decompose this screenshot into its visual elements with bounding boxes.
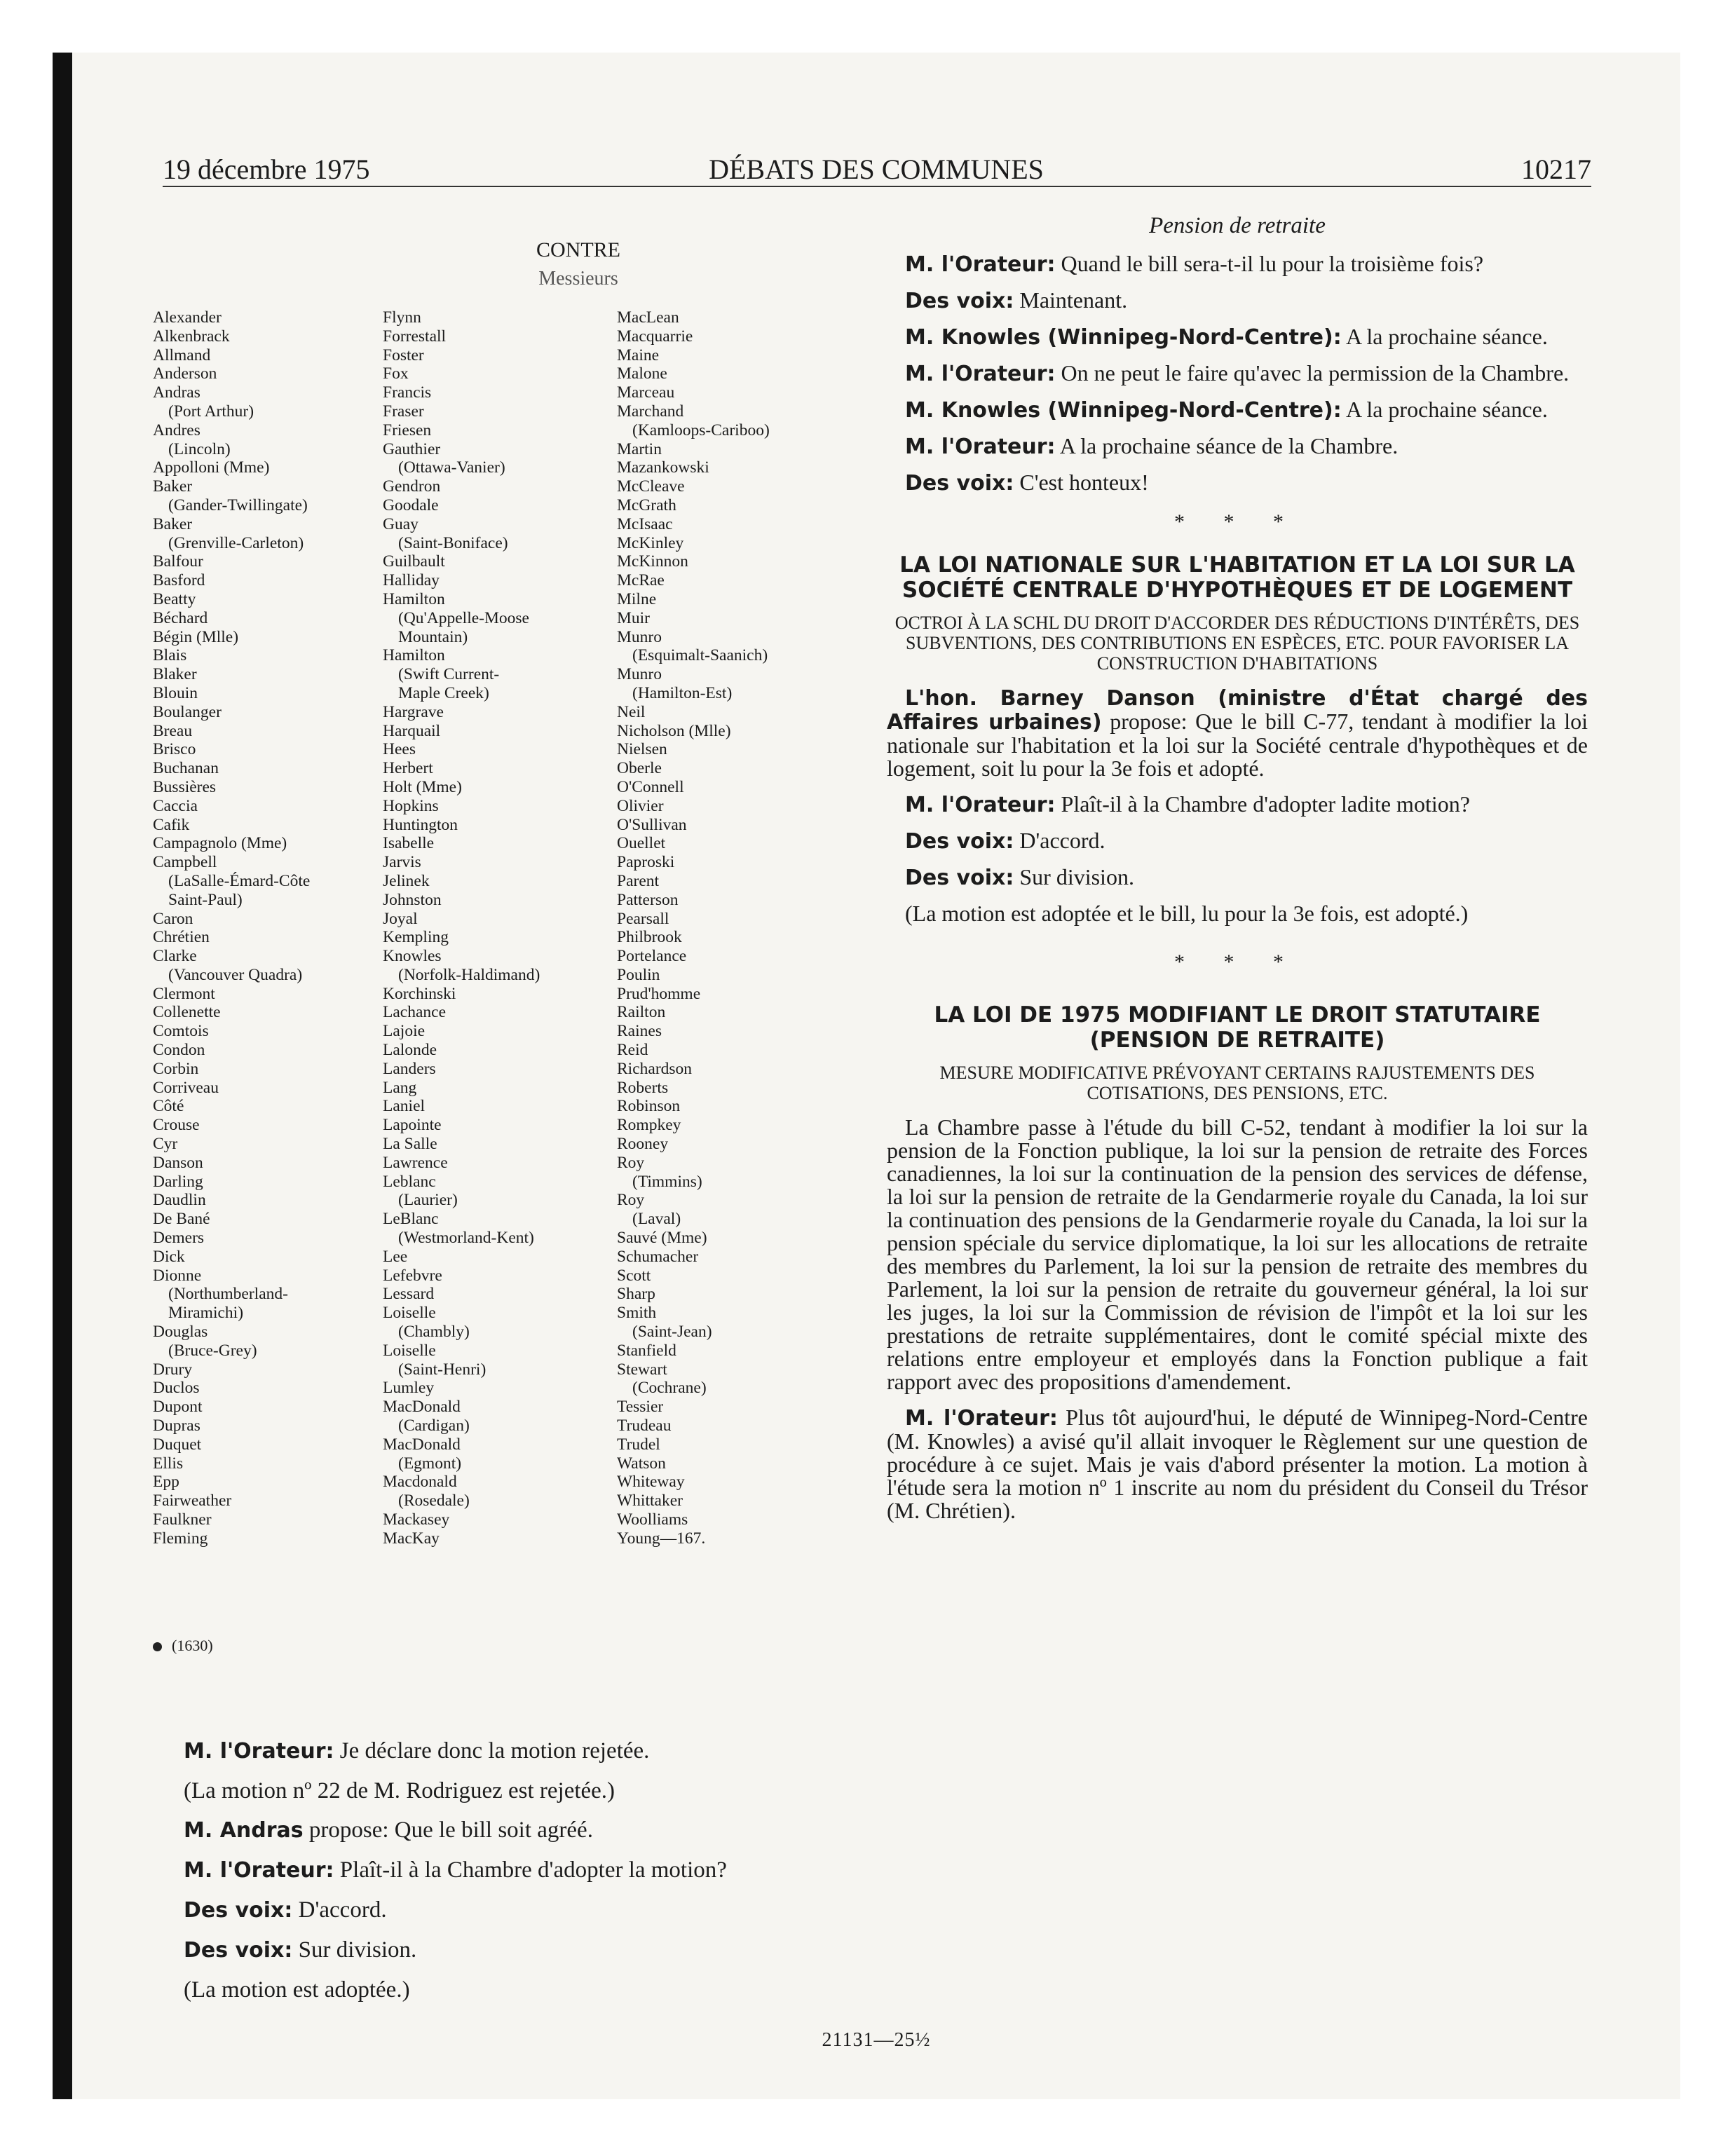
- paragraph: [184, 1816, 871, 1845]
- member-name: Friesen: [383, 421, 432, 439]
- header-date: 19 décembre 1975: [163, 153, 370, 185]
- member-name: Whiteway: [617, 1473, 685, 1492]
- member-name: Cafik: [153, 815, 190, 834]
- member-name: (Egmont): [398, 1454, 462, 1473]
- member-name: Jelinek: [383, 871, 430, 890]
- member-name: Dupras: [153, 1417, 200, 1435]
- member-name: Lessard: [383, 1285, 435, 1304]
- member-name: Baker: [153, 514, 193, 533]
- member-name: Bégin (Mlle): [153, 627, 239, 646]
- member-name: Campbell: [153, 853, 217, 872]
- paragraph: [184, 1936, 871, 1965]
- member-name: Ellis: [153, 1454, 184, 1473]
- vote-heading: CONTRE: [536, 238, 620, 261]
- speaker-name: M. l'Orateur:: [905, 435, 1056, 459]
- paragraph: [184, 1777, 871, 1805]
- member-name: Boulanger: [153, 702, 222, 721]
- member-name: Beatty: [153, 589, 196, 608]
- member-name: Oberle: [617, 759, 662, 778]
- member-name: Halliday: [383, 571, 440, 590]
- member-name: Macquarrie: [617, 327, 693, 346]
- member-name: Raines: [617, 1022, 662, 1041]
- member-name: Fairweather: [153, 1492, 232, 1510]
- member-name: Daudlin: [153, 1191, 206, 1210]
- paragraph: [887, 829, 1588, 853]
- member-name: McKinley: [617, 533, 684, 552]
- member-name: Harquail: [383, 721, 441, 740]
- member-name: Chrétien: [153, 928, 210, 947]
- member-name: Young—167.: [617, 1529, 706, 1548]
- section-separator-2: * * *: [1174, 950, 1300, 974]
- header-rule: [163, 186, 1591, 187]
- right-column: [887, 212, 1588, 1522]
- member-name: Loiselle: [383, 1341, 436, 1360]
- member-name: Guay: [383, 514, 419, 533]
- member-name: Maple Creek): [398, 683, 489, 702]
- member-name: Knowles: [383, 947, 442, 966]
- paragraph-text: (La motion est adoptée.): [184, 1977, 410, 2003]
- member-name: (Northumberland-: [168, 1285, 288, 1304]
- member-name: Leblanc: [383, 1172, 436, 1191]
- member-name: Brisco: [153, 740, 196, 759]
- speaker-name: M. l'Orateur:: [905, 252, 1056, 277]
- member-name: McIsaac: [617, 514, 673, 533]
- member-name: Buchanan: [153, 759, 219, 778]
- vote-column-1: [153, 308, 310, 1548]
- member-name: Maine: [617, 346, 660, 364]
- member-name: La Salle: [383, 1135, 437, 1154]
- speaker-name: M. Andras: [184, 1818, 304, 1843]
- member-name: McRae: [617, 571, 665, 590]
- member-name: Gendron: [383, 477, 441, 496]
- member-name: Allmand: [153, 346, 211, 364]
- paragraph: [887, 362, 1588, 386]
- member-name: Gauthier: [383, 439, 441, 458]
- member-name: Faulkner: [153, 1510, 212, 1529]
- footer-code: 21131—25½: [822, 2029, 931, 2051]
- member-name: Smith: [617, 1304, 657, 1323]
- member-name: Danson: [153, 1153, 203, 1172]
- member-name: MacDonald: [383, 1435, 461, 1454]
- member-name: (Chambly): [398, 1323, 470, 1342]
- member-name: Lang: [383, 1078, 417, 1097]
- right-top-heading: Pension de retraite: [1149, 213, 1326, 238]
- member-name: Lawrence: [383, 1153, 448, 1172]
- member-name: Macdonald: [383, 1473, 457, 1492]
- member-name: Duclos: [153, 1379, 200, 1398]
- paragraph-text: Quand le bill sera-t-il lu pour la troisième fois?: [1055, 251, 1484, 276]
- member-name: Portelance: [617, 947, 687, 966]
- time-marker: [153, 1637, 213, 1655]
- member-name: (Saint-Henri): [398, 1360, 487, 1379]
- member-name: Goodale: [383, 496, 439, 514]
- member-name: Tessier: [617, 1398, 664, 1417]
- member-name: Forrestall: [383, 327, 447, 346]
- member-name: Blais: [153, 646, 187, 665]
- member-name: Neil: [617, 702, 646, 721]
- member-name: Dionne: [153, 1266, 202, 1285]
- member-name: LeBlanc: [383, 1210, 439, 1229]
- section-2-title: LA LOI DE 1975 MODIFIANT LE DROIT STATUTAIRE (PENSION DE RETRAITE): [934, 1002, 1541, 1053]
- section-2-subtitle: MESURE MODIFICATIVE PRÉVOYANT CERTAINS RAJUSTEMENTS DES COTISATIONS, DES PENSIONS, ETC.: [939, 1063, 1535, 1103]
- paragraph-text: C'est honteux!: [1014, 470, 1149, 495]
- paragraph-text: D'accord.: [292, 1897, 387, 1923]
- member-name: Isabelle: [383, 834, 435, 853]
- member-name: Dupont: [153, 1398, 203, 1417]
- member-name: Olivier: [617, 796, 664, 815]
- member-name: Marceau: [617, 383, 675, 402]
- paragraph: [184, 1856, 871, 1885]
- member-name: Balfour: [153, 552, 203, 571]
- paragraph: [887, 793, 1588, 817]
- member-name: Roy: [617, 1191, 645, 1210]
- member-name: Darling: [153, 1172, 203, 1191]
- member-name: Rooney: [617, 1135, 669, 1154]
- member-name: Roberts: [617, 1078, 669, 1097]
- member-name: Philbrook: [617, 928, 682, 947]
- speaker-name: Des voix:: [905, 289, 1014, 313]
- paragraph: [887, 398, 1588, 422]
- member-name: Basford: [153, 571, 205, 590]
- member-name: Korchinski: [383, 984, 456, 1003]
- member-name: Rompkey: [617, 1116, 681, 1135]
- member-name: Appolloni (Mme): [153, 458, 270, 477]
- member-name: Lefebvre: [383, 1266, 442, 1285]
- member-name: (Saint-Jean): [632, 1323, 712, 1342]
- member-name: Nicholson (Mlle): [617, 721, 731, 740]
- paragraph-text: Sur division.: [1014, 864, 1134, 889]
- member-name: Railton: [617, 1003, 666, 1022]
- member-name: Jarvis: [383, 853, 421, 872]
- member-name: Munro: [617, 627, 662, 646]
- member-name: Mazankowski: [617, 458, 709, 477]
- member-name: Breau: [153, 721, 193, 740]
- member-name: McKinnon: [617, 552, 688, 571]
- member-name: (Port Arthur): [168, 402, 254, 421]
- speaker-name: Des voix:: [184, 1898, 293, 1923]
- member-name: Clarke: [153, 947, 197, 966]
- member-name: McGrath: [617, 496, 676, 514]
- member-name: Fleming: [153, 1529, 208, 1548]
- member-name: Andres: [153, 421, 200, 439]
- vote-subheading: Messieurs: [538, 268, 618, 289]
- member-name: Baker: [153, 477, 193, 496]
- speaker-name: Des voix:: [905, 866, 1014, 890]
- member-name: Foster: [383, 346, 424, 364]
- member-name: Paproski: [617, 853, 675, 872]
- member-name: Douglas: [153, 1323, 208, 1342]
- paragraph-text: A la prochaine séance.: [1341, 397, 1548, 422]
- member-name: Lumley: [383, 1379, 435, 1398]
- paragraph-text: A la prochaine séance.: [1341, 324, 1548, 349]
- paragraph-text: A la prochaine séance de la Chambre.: [1055, 433, 1399, 458]
- paragraph: [887, 1116, 1588, 1393]
- member-name: (Laurier): [398, 1191, 458, 1210]
- member-name: Johnston: [383, 890, 442, 909]
- member-name: (LaSalle-Émard-Côte: [168, 871, 311, 890]
- member-name: Reid: [617, 1041, 648, 1060]
- member-name: Cyr: [153, 1135, 178, 1154]
- speaker-name: L'hon. Barney Danson (ministre d'État chargé des Affaires urbaines): [887, 686, 1588, 735]
- member-name: Blouin: [153, 683, 198, 702]
- member-name: De Bané: [153, 1210, 210, 1229]
- member-name: (Cardigan): [398, 1417, 470, 1435]
- paragraph: [184, 1737, 871, 1766]
- vote-column-3: [617, 308, 770, 1548]
- member-name: (Westmorland-Kent): [398, 1229, 534, 1248]
- member-name: O'Sullivan: [617, 815, 687, 834]
- scan-binding-edge: [53, 53, 72, 2099]
- member-name: (Norfolk-Haldimand): [398, 965, 540, 984]
- speaker-name: M. l'Orateur:: [905, 362, 1056, 386]
- member-name: MacDonald: [383, 1398, 461, 1417]
- member-name: Comtois: [153, 1022, 209, 1041]
- member-name: Poulin: [617, 965, 660, 984]
- member-name: Stewart: [617, 1360, 667, 1379]
- speaker-name: M. Knowles (Winnipeg-Nord-Centre):: [905, 325, 1342, 350]
- member-name: Patterson: [617, 890, 679, 909]
- speaker-name: Des voix:: [905, 471, 1014, 496]
- member-name: Trudel: [617, 1435, 660, 1454]
- member-name: Francis: [383, 383, 432, 402]
- member-name: Parent: [617, 871, 660, 890]
- member-name: (Gander-Twillingate): [168, 496, 308, 514]
- member-name: (Ottawa-Vanier): [398, 458, 505, 477]
- speaker-name: M. l'Orateur:: [905, 1406, 1058, 1431]
- member-name: (Esquimalt-Saanich): [632, 646, 768, 665]
- member-name: Hees: [383, 740, 416, 759]
- member-name: Miramichi): [168, 1304, 244, 1323]
- member-name: (Qu'Appelle-Moose: [398, 608, 529, 627]
- member-name: Malone: [617, 364, 667, 383]
- member-name: Campagnolo (Mme): [153, 834, 287, 853]
- member-name: Woolliams: [617, 1510, 688, 1529]
- member-name: Holt (Mme): [383, 777, 462, 796]
- member-name: Alkenbrack: [153, 327, 230, 346]
- member-name: Saint-Paul): [168, 890, 243, 909]
- member-name: McCleave: [617, 477, 685, 496]
- member-name: Laniel: [383, 1097, 426, 1116]
- paragraph-text: (La motion nº 22 de M. Rodriguez est rejetée.): [184, 1778, 615, 1803]
- member-name: (Hamilton-Est): [632, 683, 733, 702]
- member-name: Clermont: [153, 984, 215, 1003]
- member-name: Bussières: [153, 777, 217, 796]
- paragraph: [887, 252, 1588, 276]
- paragraph: [887, 435, 1588, 458]
- member-name: Drury: [153, 1360, 193, 1379]
- member-name: Blaker: [153, 665, 197, 684]
- paragraph: [887, 902, 1588, 925]
- member-name: (Lincoln): [168, 439, 231, 458]
- paragraph-text: (La motion est adoptée et le bill, lu pour la 3e fois, est adopté.): [905, 901, 1469, 926]
- member-name: (Kamloops-Cariboo): [632, 421, 770, 439]
- member-name: Alexander: [153, 308, 222, 327]
- paragraph-text: La Chambre passe à l'étude du bill C-52, tendant à modifier la loi sur la pension de la Fonction publique, la loi sur la pension de retraite des Forces canadiennes, la loi sur la continuation de la pension des services de défense, la loi sur la pension de retraite de la Gendarmerie royale du Canada, la loi sur la continuation des pensions de la Gendarmerie royale du Canada, la loi sur la pension spéciale du service diplomatique, la loi sur les allocations de retraite des membres du Parlement, la loi sur la pension de retraite des membres du Parlement, la loi sur la pension de retraite du gouverneur général, la loi sur les juges, la loi sur la Commission de révision de l'impôt et la loi sur les prestations de retraite supplémentaires, dont le comité spécial mixte des relations entre employeur et employés dans la Fonction publique a fait rapport avec des propositions d'amendement.: [887, 1114, 1588, 1394]
- member-name: Béchard: [153, 608, 208, 627]
- member-name: Guilbault: [383, 552, 445, 571]
- member-name: Andras: [153, 383, 200, 402]
- member-name: Whittaker: [617, 1492, 683, 1510]
- member-name: Collenette: [153, 1003, 221, 1022]
- section-separator-1: * * *: [1174, 510, 1300, 533]
- member-name: O'Connell: [617, 777, 684, 796]
- vote-column-2: [383, 308, 540, 1548]
- member-name: Mackasey: [383, 1510, 450, 1529]
- member-name: Muir: [617, 608, 650, 627]
- member-name: Scott: [617, 1266, 651, 1285]
- member-name: Fraser: [383, 402, 424, 421]
- member-name: (Rosedale): [398, 1492, 470, 1510]
- member-name: Lajoie: [383, 1022, 426, 1041]
- member-name: MacKay: [383, 1529, 440, 1548]
- speaker-name: M. Knowles (Winnipeg-Nord-Centre):: [905, 398, 1342, 423]
- member-name: (Timmins): [632, 1172, 702, 1191]
- member-name: Lapointe: [383, 1116, 442, 1135]
- member-name: Robinson: [617, 1097, 681, 1116]
- member-name: Dick: [153, 1247, 185, 1266]
- member-name: Munro: [617, 665, 662, 684]
- member-name: (Vancouver Quadra): [168, 965, 303, 984]
- member-name: (Grenville-Carleton): [168, 533, 304, 552]
- speaker-name: M. l'Orateur:: [905, 793, 1056, 817]
- member-name: Lee: [383, 1247, 408, 1266]
- member-name: Ouellet: [617, 834, 666, 853]
- member-name: Loiselle: [383, 1304, 436, 1323]
- paragraph: [887, 471, 1588, 495]
- member-name: Flynn: [383, 308, 421, 327]
- member-name: Stanfield: [617, 1341, 676, 1360]
- member-name: Roy: [617, 1153, 645, 1172]
- paragraph-text: Plaît-il à la Chambre d'adopter ladite motion?: [1055, 791, 1470, 817]
- member-name: Caccia: [153, 796, 198, 815]
- member-name: Prud'homme: [617, 984, 701, 1003]
- member-name: Mountain): [398, 627, 468, 646]
- member-name: Milne: [617, 589, 657, 608]
- section-1-subtitle: OCTROI À LA SCHL DU DROIT D'ACCORDER DES RÉDUCTIONS D'INTÉRÊTS, DES SUBVENTIONS, DES CONTRIBUTIONS EN ESPÈCES, ETC. POUR FAVORISER LA CONSTRUCTION D'HABITATIONS: [894, 613, 1580, 674]
- member-name: Joyal: [383, 909, 418, 928]
- member-name: Marchand: [617, 402, 684, 421]
- paragraph-text: Plaît-il à la Chambre d'adopter la motion?: [334, 1857, 727, 1883]
- paragraph: [887, 1406, 1588, 1522]
- member-name: Schumacher: [617, 1247, 699, 1266]
- member-name: Condon: [153, 1041, 205, 1060]
- member-name: Caron: [153, 909, 193, 928]
- member-name: Corbin: [153, 1059, 199, 1078]
- member-name: Anderson: [153, 364, 217, 383]
- speaker-name: Des voix:: [184, 1938, 293, 1963]
- header-title: DÉBATS DES COMMUNES: [709, 153, 1044, 185]
- member-name: (Saint-Boniface): [398, 533, 508, 552]
- paragraph: [887, 866, 1588, 889]
- paragraph-text: Maintenant.: [1014, 287, 1128, 313]
- member-name: Epp: [153, 1473, 179, 1492]
- paragraph-text: Sur division.: [292, 1937, 417, 1963]
- member-name: Sharp: [617, 1285, 655, 1304]
- member-name: MacLean: [617, 308, 679, 327]
- member-name: Corriveau: [153, 1078, 219, 1097]
- paragraph: [184, 1896, 871, 1925]
- time-marker-text: (1630): [172, 1637, 213, 1654]
- member-name: Watson: [617, 1454, 666, 1473]
- paragraph-text: Je déclare donc la motion rejetée.: [334, 1738, 650, 1763]
- member-name: Huntington: [383, 815, 458, 834]
- right-block-1: [887, 252, 1588, 495]
- member-name: (Laval): [632, 1210, 681, 1229]
- member-name: Landers: [383, 1059, 436, 1078]
- member-name: Nielsen: [617, 740, 667, 759]
- member-name: Trudeau: [617, 1417, 672, 1435]
- paragraph-text: Plus tôt aujourd'hui, le député de Winnipeg-Nord-Centre (M. Knowles) a avisé qu'il allait invoquer le Règlement sur une question de procédure à ce sujet. Mais je vais d'abord présenter la motion. La motion à l'étude sera la motion nº 1 inscrite au nom du président du Conseil du Trésor (M. Chrétien).: [887, 1405, 1588, 1523]
- member-name: Hargrave: [383, 702, 444, 721]
- left-proceedings: [184, 1737, 871, 2004]
- paragraph-text: propose: Que le bill C-77, tendant à modifier la loi nationale sur l'habitation et la loi sur la Société centrale d'hypothèques et de logement, soit lu pour la 3e fois et adopté.: [887, 709, 1588, 781]
- speaker-name: Des voix:: [905, 829, 1014, 854]
- paragraph: [887, 686, 1588, 780]
- member-name: Kempling: [383, 928, 449, 947]
- member-name: Lalonde: [383, 1041, 437, 1060]
- paragraph-text: propose: Que le bill soit agréé.: [303, 1817, 593, 1843]
- member-name: Richardson: [617, 1059, 693, 1078]
- member-name: Sauvé (Mme): [617, 1229, 707, 1248]
- speaker-name: M. l'Orateur:: [184, 1858, 334, 1883]
- member-name: Hamilton: [383, 589, 445, 608]
- bullet-icon: [153, 1642, 162, 1651]
- paragraph-text: On ne peut le faire qu'avec la permission de la Chambre.: [1055, 360, 1570, 386]
- paragraph: [184, 1976, 871, 2004]
- right-block-3: [887, 1116, 1588, 1522]
- section-1-title: LA LOI NATIONALE SUR L'HABITATION ET LA LOI SUR LA SOCIÉTÉ CENTRALE D'HYPOTHÈQUES ET DE LOGEMENT: [899, 552, 1575, 603]
- member-name: Herbert: [383, 759, 433, 778]
- member-name: Hamilton: [383, 646, 445, 665]
- paragraph: [887, 325, 1588, 349]
- member-name: Côté: [153, 1097, 184, 1116]
- member-name: Pearsall: [617, 909, 669, 928]
- right-block-2: [887, 686, 1588, 925]
- member-name: Hopkins: [383, 796, 439, 815]
- member-name: (Cochrane): [632, 1379, 707, 1398]
- member-name: (Bruce-Grey): [168, 1341, 257, 1360]
- speaker-name: M. l'Orateur:: [184, 1739, 334, 1763]
- member-name: Duquet: [153, 1435, 202, 1454]
- member-name: Lachance: [383, 1003, 447, 1022]
- header-page-number: 10217: [1521, 153, 1591, 185]
- member-name: Crouse: [153, 1116, 200, 1135]
- member-name: Demers: [153, 1229, 205, 1248]
- member-name: Martin: [617, 439, 662, 458]
- member-name: Fox: [383, 364, 409, 383]
- member-name: (Swift Current-: [398, 665, 500, 684]
- paragraph: [887, 289, 1588, 313]
- paragraph-text: D'accord.: [1014, 828, 1105, 853]
